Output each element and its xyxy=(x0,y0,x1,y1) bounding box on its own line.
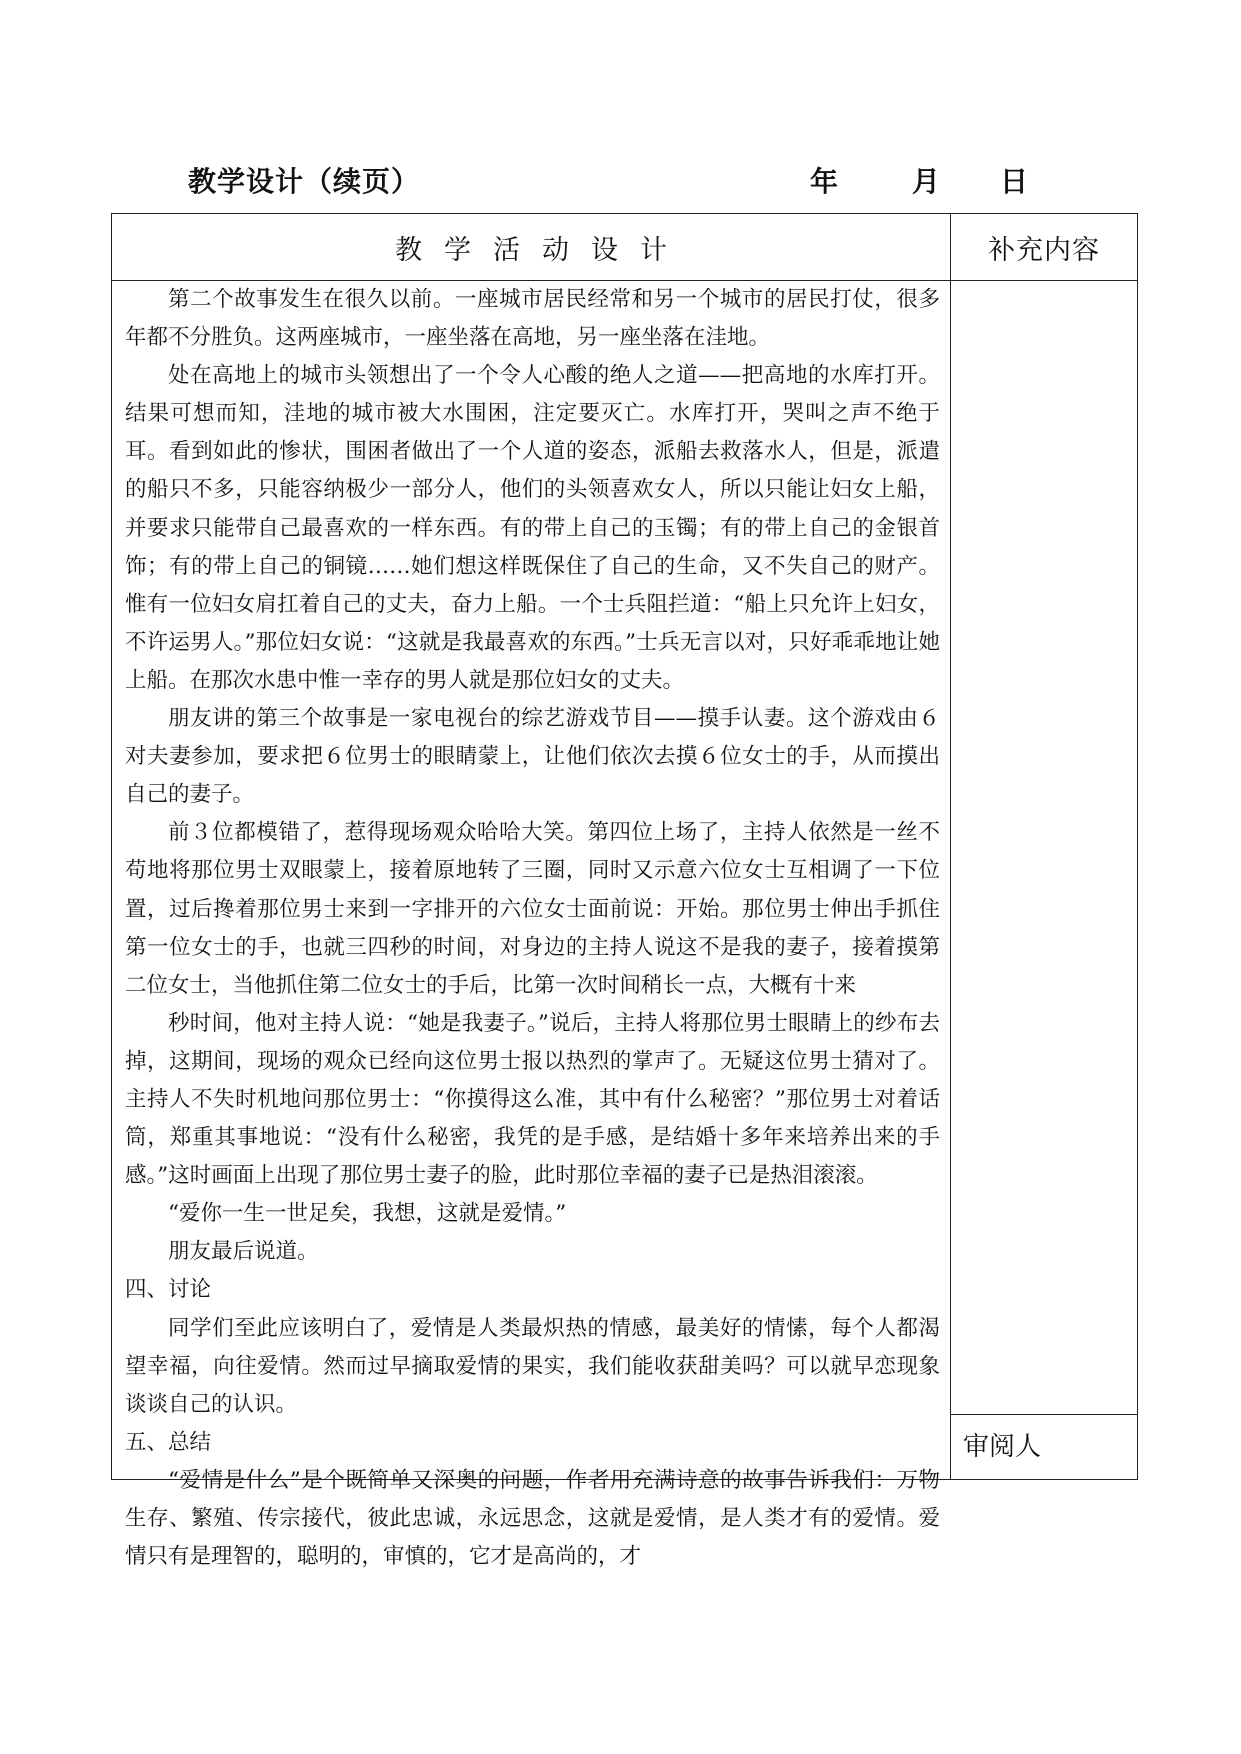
month-label: 月 xyxy=(912,165,941,198)
content-paragraph: 四、讨论 xyxy=(125,1277,212,1303)
content-paragraph: 朋友讲的第三个故事是一家电视台的综艺游戏节目——摸手认妻。这个游戏由６对夫妻参加，要求把６位男士的眼睛蒙上，让他们依次去摸６位女士的手，从而摸出自己的妻子。 xyxy=(125,706,940,808)
lesson-content xyxy=(112,281,950,1570)
content-paragraph: “爱你一生一世足矣，我想，这就是爱情。” xyxy=(168,1201,567,1227)
content-paragraph: 秒时间，他对主持人说：“她是我妻子。”说后，主持人将那位男士眼睛上的纱布去掉，这期间，现场的观众已经向这位男士报以热烈的掌声了。无疑这位男士猜对了。主持人不失时机地问那位男士：“你摸得这么准，其中有什么秘密？”那位男士对着话筒，郑重其事地说：“没有什么秘密，我凭的是手感，是结婚十多年来培养出来的手感。”这时画面上出现了那位男士妻子的脸，此时那位幸福的妻子已是热泪滚滚。 xyxy=(125,1010,940,1189)
year-label: 年 xyxy=(810,165,839,198)
supplement-header: 补充内容 xyxy=(951,214,1138,281)
page-title: 教学设计（续页） xyxy=(188,165,421,198)
content-paragraph: 五、总结 xyxy=(125,1429,212,1455)
reviewer-label: 审阅人 xyxy=(951,1414,1137,1479)
content-paragraph: 同学们至此应该明白了，爱情是人类最炽热的情感，最美好的情愫，每个人都渴望幸福，向往爱情。然而过早摘取爱情的果实，我们能收获甜美吗？可以就早恋现象谈谈自己的认识。 xyxy=(125,1315,940,1417)
lesson-design-table xyxy=(111,213,1138,1570)
table-body-row xyxy=(112,281,1138,1480)
content-paragraph: 朋友最后说道。 xyxy=(168,1239,319,1265)
supplement-notes-area[interactable] xyxy=(951,281,1137,1414)
content-paragraph: “爱情是什么”是个既简单又深奥的问题，作者用充满诗意的故事告诉我们：万物生存、繁殖、传宗接代，彼此忠诚，永远思念，这就是爱情，是人类才有的爱情。爱情只有是理智的，聪明的，审慎的，它才是高尚的，才 xyxy=(125,1467,940,1570)
content-paragraph: 前３位都模错了，惹得现场观众哈哈大笑。第四位上场了，主持人依然是一丝不苟地将那位男士双眼蒙上，接着原地转了三圈，同时又示意六位女士互相调了一下位置，过后搀着那位男士来到一字排开的六位女士面前说：开始。那位男士伸出手抓住第一位女士的手，也就三四秒的时间，对身边的主持人说这不是我的妻子，接着摸第二位女士，当他抓住第二位女士的手后，比第一次时间稍长一点，大概有十来 xyxy=(125,820,940,998)
content-paragraph: 处在高地上的城市头领想出了一个令人心酸的绝人之道——把高地的水库打开。结果可想而知，洼地的城市被大水围困，注定要灭亡。水库打开，哭叫之声不绝于耳。看到如此的惨状，围困者做出了一个人道的姿态，派船去救落水人，但是，派遣的船只不多，只能容纳极少一部分人，他们的头领喜欢女人，所以只能让妇女上船，并要求只能带自己最喜欢的一样东西。有的带上自己的玉镯；有的带上自己的金银首饰；有的带上自己的铜镜……她们想这样既保住了自己的生命，又不失自己的财产。惟有一位妇女肩扛着自己的丈夫，奋力上船。一个士兵阻拦道：“船上只允许上妇女，不许运男人。”那位妇女说：“这就是我最喜欢的东西。”士兵无言以对，只好乖乖地让她上船。在那次水患中惟一幸存的男人就是那位妇女的丈夫。 xyxy=(125,363,940,693)
day-label: 日 xyxy=(1000,165,1029,198)
content-paragraph: 第二个故事发生在很久以前。一座城市居民经常和另一个城市的居民打仗，很多年都不分胜负。这两座城市，一座坐落在高地，另一座坐落在洼地。 xyxy=(125,287,940,351)
supplement-column xyxy=(951,281,1137,1479)
teaching-activity-header: 教学活动设计 xyxy=(112,214,951,281)
page-header xyxy=(0,160,1241,204)
table-header-row xyxy=(112,214,1138,281)
teaching-activity-cell xyxy=(112,281,951,1570)
supplement-cell xyxy=(951,281,1138,1480)
